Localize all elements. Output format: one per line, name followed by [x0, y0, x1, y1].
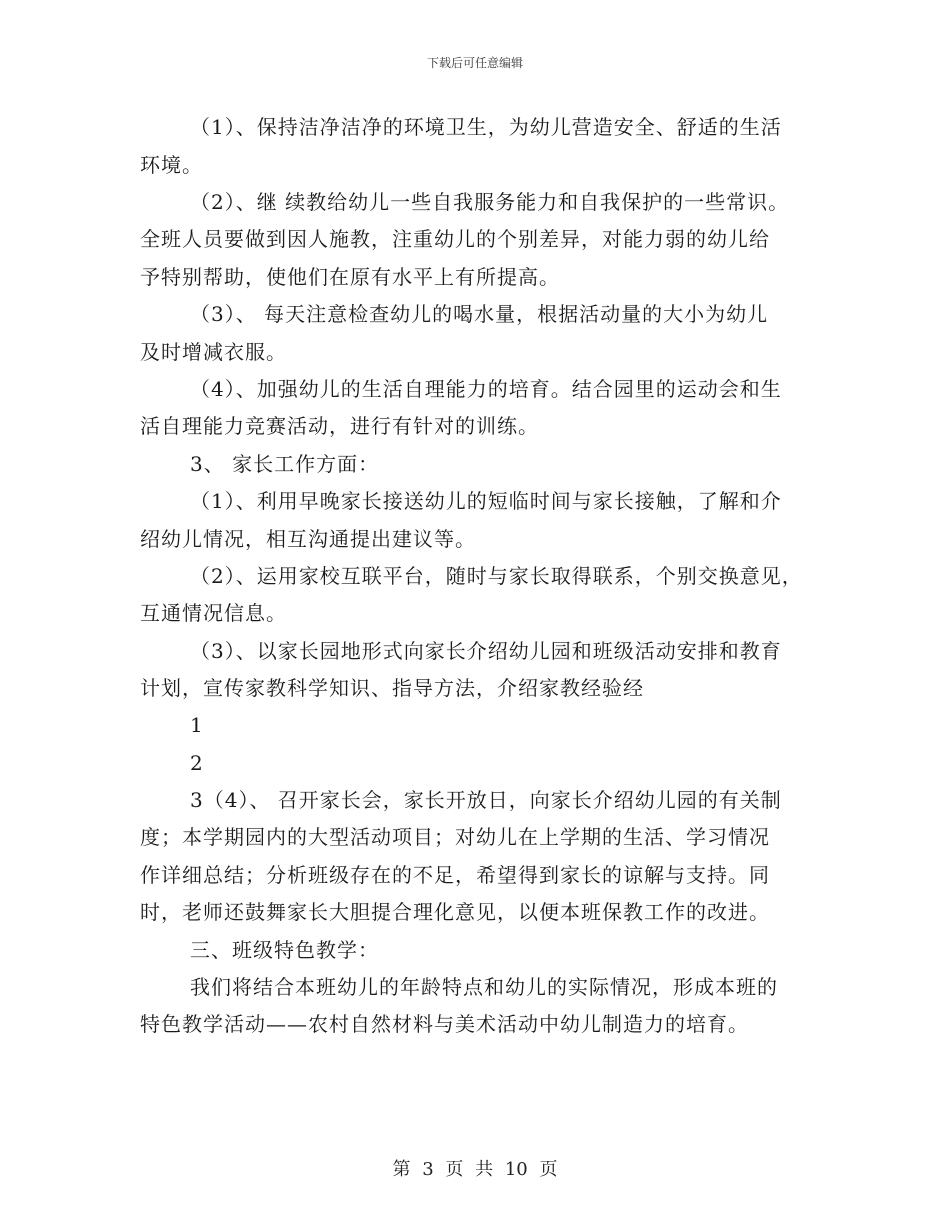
- text-line: 时，老师还鼓舞家长大胆提合理化意见，以便本班保教工作的改进。: [140, 900, 770, 924]
- text-line: 予特别帮助，使他们在原有水平上有所提高。: [140, 265, 560, 289]
- text-line: 3（4）、 召开家长会，家长开放日，向家长介绍幼儿园的有关制: [190, 788, 782, 812]
- page-header: 下载后可任意编辑: [426, 56, 523, 70]
- text-line: （1）、利用早晚家长接送幼儿的短临时间与家长接触，了解和介: [190, 489, 782, 513]
- text-line: 活自理能力竞赛活动，进行有针对的训练。: [140, 414, 539, 438]
- text-line: 度；本学期园内的大型活动项目；对幼儿在上学期的生活、学习情况: [140, 825, 770, 849]
- text-line: （1）、保持洁净洁净的环境卫生，为幼儿营造安全、舒适的生活: [190, 115, 782, 139]
- text-line: （2）、继 续教给幼儿一些自我服务能力和自我保护的一些常识。: [190, 190, 790, 214]
- page-footer: 第 3 页 共 10 页: [392, 1159, 558, 1180]
- text-line: （4）、加强幼儿的生活自理能力的培育。结合园里的运动会和生: [190, 377, 782, 401]
- text-line: 计划，宣传家教科学知识、指导方法，介绍家教经验经: [140, 676, 644, 700]
- text-line: 我们将结合本班幼儿的年龄特点和幼儿的实际情况，形成本班的: [190, 975, 778, 999]
- text-line: 2: [190, 751, 204, 775]
- section-heading: 3、 家长工作方面：: [190, 452, 380, 476]
- text-line: 作详细总结；分析班级存在的不足，希望得到家长的谅解与支持。同: [140, 863, 770, 887]
- text-line: 绍幼儿情况，相互沟通提出建议等。: [140, 527, 476, 551]
- section-heading: 三、班级特色教学：: [190, 938, 379, 962]
- text-line: （3）、以家长园地形式向家长介绍幼儿园和班级活动安排和教育: [190, 639, 782, 663]
- text-line: 及时增减衣服。: [140, 340, 287, 364]
- text-line: 环境。: [140, 153, 203, 177]
- text-line: 互通情况信息。: [140, 601, 287, 625]
- text-line: 特色教学活动——农村自然材料与美术活动中幼儿制造力的培育。: [140, 1012, 749, 1036]
- text-line: （3）、 每天注意检查幼儿的喝水量，根据活动量的大小为幼儿: [190, 302, 769, 326]
- text-line: 1: [190, 713, 204, 737]
- text-line: 全班人员要做到因人施教，注重幼儿的个别差异，对能力弱的幼儿给: [140, 227, 770, 251]
- text-line: （2）、运用家校互联平台，随时与家长取得联系，个别交换意见，: [190, 564, 803, 588]
